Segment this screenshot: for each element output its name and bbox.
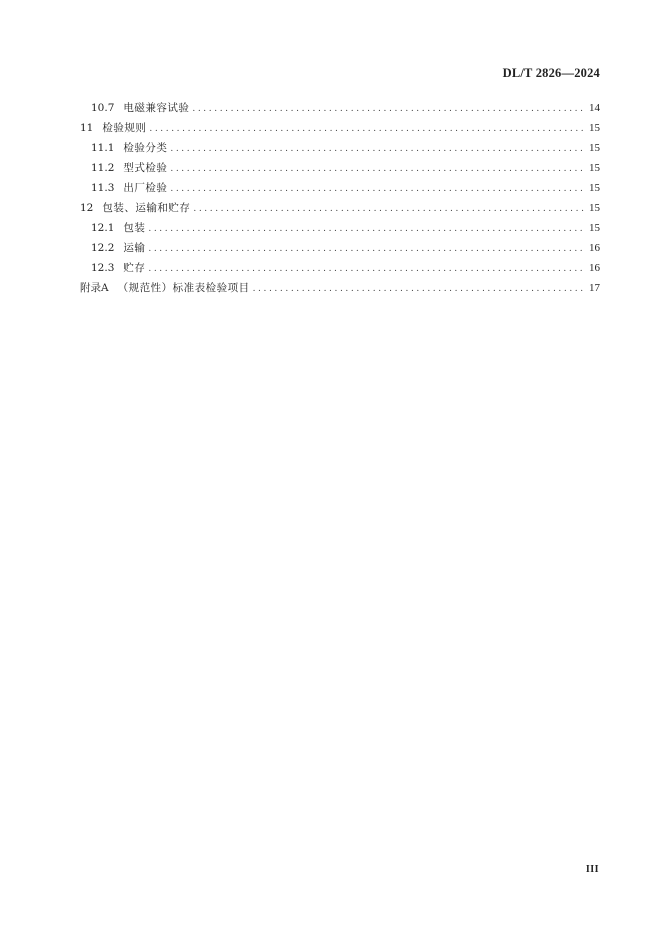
toc-entry-10-7[interactable] bbox=[80, 98, 600, 118]
dot-leader bbox=[148, 239, 586, 259]
toc-entry-number: 附录A bbox=[80, 282, 109, 294]
toc-entry-number: 10.7 bbox=[91, 102, 115, 114]
toc-entry-page: 16 bbox=[589, 262, 600, 274]
toc-entry-title: 运输 bbox=[123, 242, 146, 254]
toc-entry-title: （规范性）标准表检验项目 bbox=[117, 282, 250, 294]
toc-entry-page: 15 bbox=[589, 202, 600, 214]
dot-leader bbox=[170, 159, 586, 179]
toc-entry-title: 出厂检验 bbox=[123, 182, 168, 194]
toc-entry-page: 15 bbox=[589, 122, 600, 134]
toc-entry-number: 12.3 bbox=[91, 262, 115, 274]
toc-entry-page: 17 bbox=[589, 282, 600, 294]
toc-entry-title: 检验规则 bbox=[102, 122, 147, 134]
table-of-contents bbox=[80, 98, 600, 298]
dot-leader bbox=[170, 139, 586, 159]
toc-entry-page: 15 bbox=[589, 162, 600, 174]
toc-entry-12[interactable] bbox=[80, 198, 600, 218]
toc-entry-number: 11.1 bbox=[91, 142, 115, 154]
toc-entry-page: 15 bbox=[589, 182, 600, 194]
toc-entry-11[interactable] bbox=[80, 118, 600, 138]
toc-entry-number: 11 bbox=[80, 122, 94, 134]
toc-entry-appendix-a[interactable] bbox=[80, 278, 600, 298]
dot-leader bbox=[253, 279, 586, 299]
toc-entry-title: 电磁兼容试验 bbox=[123, 102, 190, 114]
toc-entry-number: 12.1 bbox=[91, 222, 115, 234]
toc-entry-11-1[interactable] bbox=[80, 138, 600, 158]
dot-leader bbox=[193, 199, 586, 219]
toc-entry-page: 14 bbox=[589, 102, 600, 114]
toc-entry-title: 型式检验 bbox=[123, 162, 168, 174]
toc-entry-11-2[interactable] bbox=[80, 158, 600, 178]
dot-leader bbox=[149, 119, 586, 139]
toc-entry-title: 检验分类 bbox=[123, 142, 168, 154]
page-number: III bbox=[585, 864, 599, 875]
toc-entry-title: 包装 bbox=[123, 222, 146, 234]
dot-leader bbox=[170, 179, 586, 199]
toc-entry-number: 12.2 bbox=[91, 242, 115, 254]
dot-leader bbox=[192, 99, 586, 119]
toc-entry-12-1[interactable] bbox=[80, 218, 600, 238]
standard-code: DL/T 2826—2024 bbox=[502, 66, 600, 80]
toc-entry-title: 包装、运输和贮存 bbox=[102, 202, 191, 214]
toc-entry-12-2[interactable] bbox=[80, 238, 600, 258]
toc-entry-number: 11.2 bbox=[91, 162, 115, 174]
dot-leader bbox=[148, 259, 586, 279]
toc-entry-page: 15 bbox=[589, 222, 600, 234]
toc-entry-title: 贮存 bbox=[123, 262, 146, 274]
toc-entry-11-3[interactable] bbox=[80, 178, 600, 198]
dot-leader bbox=[148, 219, 586, 239]
toc-entry-number: 12 bbox=[80, 202, 94, 214]
toc-entry-12-3[interactable] bbox=[80, 258, 600, 278]
toc-entry-number: 11.3 bbox=[91, 182, 115, 194]
toc-entry-page: 15 bbox=[589, 142, 600, 154]
toc-entry-page: 16 bbox=[589, 242, 600, 254]
